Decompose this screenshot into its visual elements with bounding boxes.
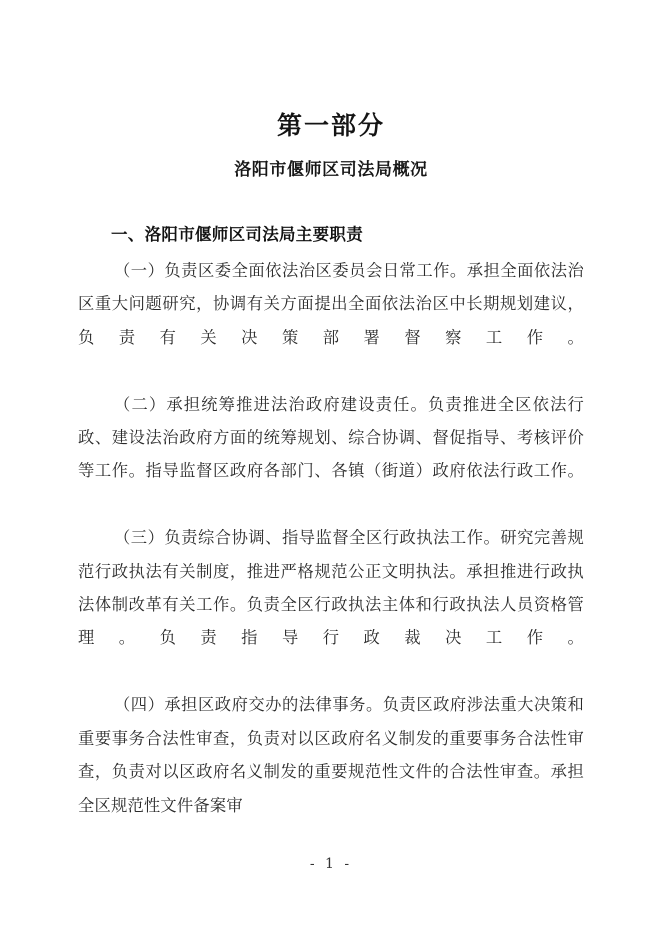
paragraph-3: （三）负责综合协调、指导监督全区行政执法工作。研究完善规范行政执法有关制度，推进严格规范公正文明执法。承担推进行政执法体制改革有关工作。负责全区行政执法主体和行政执法人员资格管理。负责指导行政裁决工作。 [78,528,584,648]
paragraph-4: （四）承担区政府交办的法律事务。负责区政府涉法重大决策和重要事务合法性审查，负责对以区政府名义制发的重要事务合法性审查，负责对以区政府名义制发的重要规范性文件的合法性审查。承担全区规范性文件备案审 [78,695,584,815]
document-body [78,222,584,822]
paragraph-2: （二）承担统筹推进法治政府建设责任。负责推进全区依法行政、建设法治政府方面的统筹规划、综合协调、督促指导、考核评价等工作。指导监督区政府各部门、各镇（街道）政府依法行政工作。 [78,394,584,481]
page-number: - 1 - [309,856,353,872]
section-heading: 一、洛阳市偃师区司法局主要职责 [111,226,363,244]
page-title: 第一部分 [276,112,385,140]
page-subtitle: 洛阳市偃师区司法局概况 [234,160,428,179]
paragraph-1: （一）负责区委全面依法治区委员会日常工作。承担全面依法治区重大问题研究，协调有关方面提出全面依法治区中长期规划建议，负责有关决策部署督察工作。 [78,261,584,347]
